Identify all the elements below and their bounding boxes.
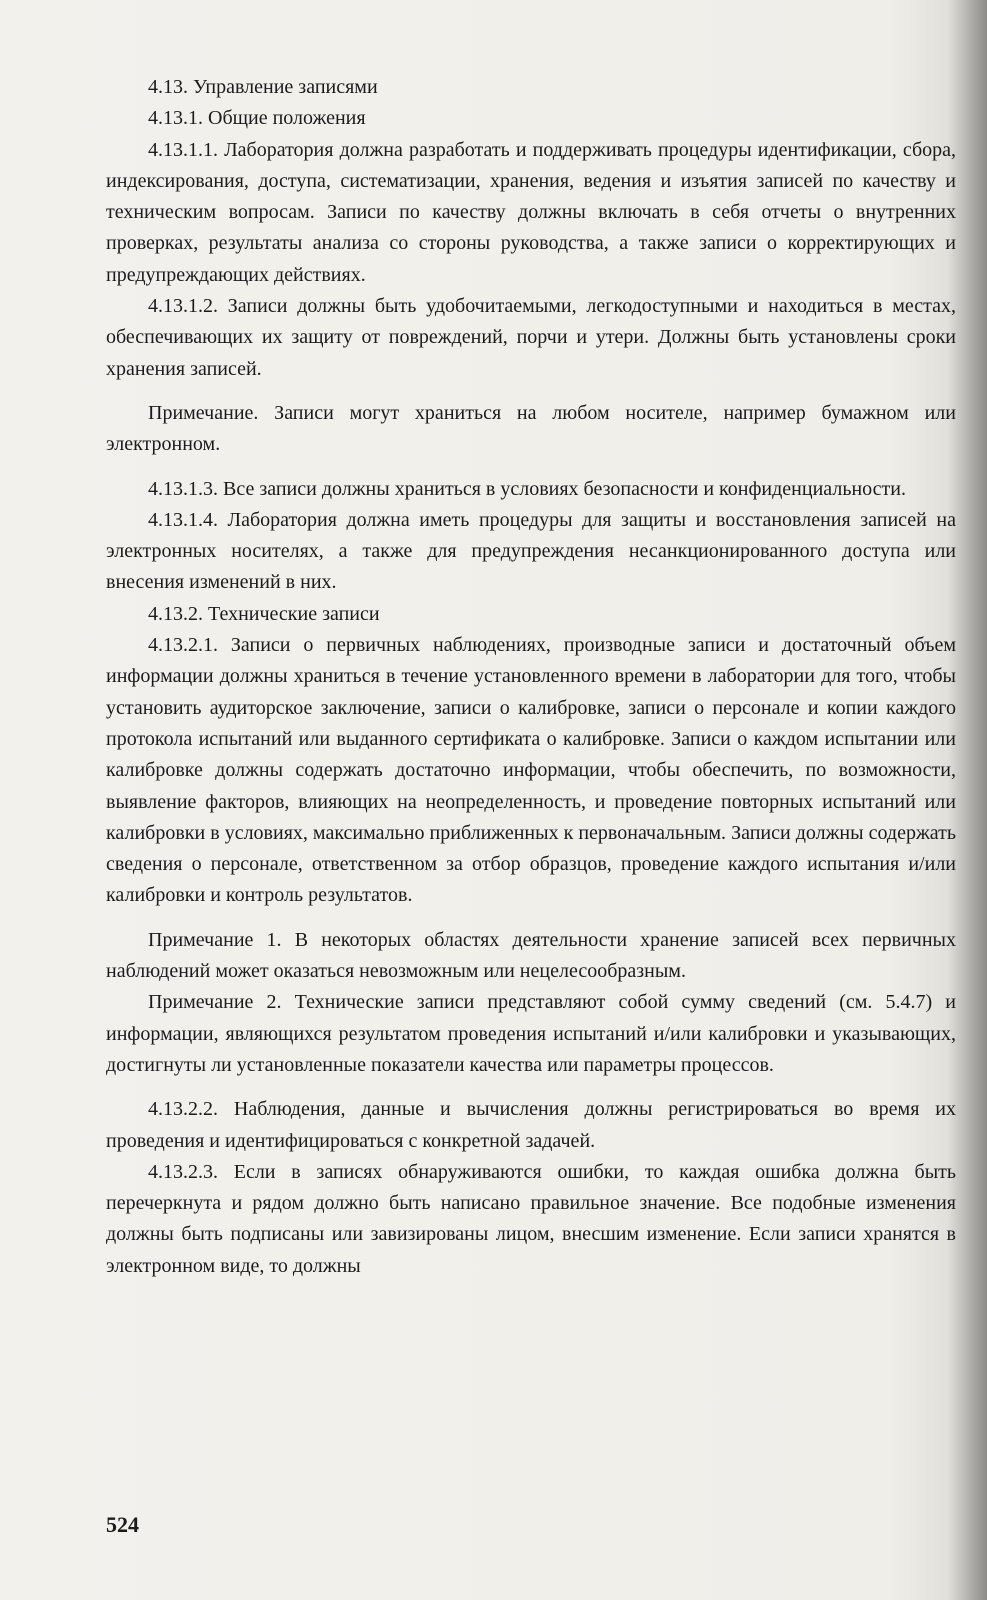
subsection-heading: 4.13.1. Общие положения (148, 107, 366, 130)
paragraph-4-13-2-1: 4.13.2.1. Записи о первичных наблюдениях, производные записи и достаточный объем информации должны храниться в течение установленного времени в лаборатории для того, чтобы установить аудиторское заключение, записи о калибровке, записи о персонале и копии каждого протокола испытаний или выданного сертификата о калибровке. Записи о каждом испытании или калибровке должны содержать достаточно информации, чтобы обеспечить, по возможности, выявление факторов, влияющих на неопределенность, и проведение повторных испытаний или калибровки в условиях, максимально приближенных к первоначальным. Записи должны содержать сведения о персонале, ответственном за отбор образцов, проведение каждого испытания и/или калибровки и контроль результатов. (106, 634, 956, 907)
subsection-heading-technical: 4.13.2. Технические записи (148, 602, 380, 625)
paragraph-4-13-2-3: 4.13.2.3. Если в записях обнаруживаются ошибки, то каждая ошибка должна быть перечеркнута и рядом должно быть написано правильное значение. Все подобные изменения должны быть подписаны или завизированы лицом, внесшим изменение. Если записи хранятся в электронном виде, то должны (106, 1160, 956, 1277)
paragraph-4-13-2-2: 4.13.2.2. Наблюдения, данные и вычисления должны регистрироваться во время их проведения и идентифицироваться с конкретной задачей. (106, 1098, 956, 1152)
paragraph-4-13-1-4: 4.13.1.4. Лаборатория должна иметь процедуры для защиты и восстановления записей на электронных носителях, а также для предупреждения несанкционированного доступа или внесения изменений в них. (106, 508, 956, 594)
note-paragraph: Примечание. Записи могут храниться на любом носителе, например бумажном или электронном. (106, 401, 956, 456)
section-heading: 4.13. Управление записями (148, 76, 378, 98)
paragraph-4-13-1-2: 4.13.1.2. Записи должны быть удобочитаемыми, легкодоступными и находиться в местах, обеспечивающих их защиту от повреждений, порчи и утери. Должны быть установлены сроки хранения записей. (106, 295, 956, 380)
paragraph-4-13-1-3: 4.13.1.3. Все записи должны храниться в условиях безопасности и конфиденциальности. (148, 477, 906, 500)
page-body (106, 72, 956, 1282)
page-number: 524 (106, 1512, 139, 1537)
note-2-paragraph: Примечание 2. Технические записи представляют собой сумму сведений (см. 5.4.7) и информации, являющихся результатом проведения испытаний и/или калибровки и указывающих, достигнуты ли установленные показатели качества или параметры процессов. (106, 991, 956, 1076)
note-1-paragraph: Примечание 1. В некоторых областях деятельности хранение записей всех первичных наблюдений может оказаться невозможным или нецелесообразным. (106, 928, 956, 983)
paragraph-4-13-1-1: 4.13.1.1. Лаборатория должна разработать и поддерживать процедуры идентификации, сбора, индексирования, доступа, систематизации, хранения, ведения и изъятия записей по качеству и техническим вопросам. Записи по качеству должны включать в себя отчеты о внутренних проверках, результаты анализа со стороны руководства, а также записи о корректирующих и предупреждающих действиях. (106, 138, 956, 286)
